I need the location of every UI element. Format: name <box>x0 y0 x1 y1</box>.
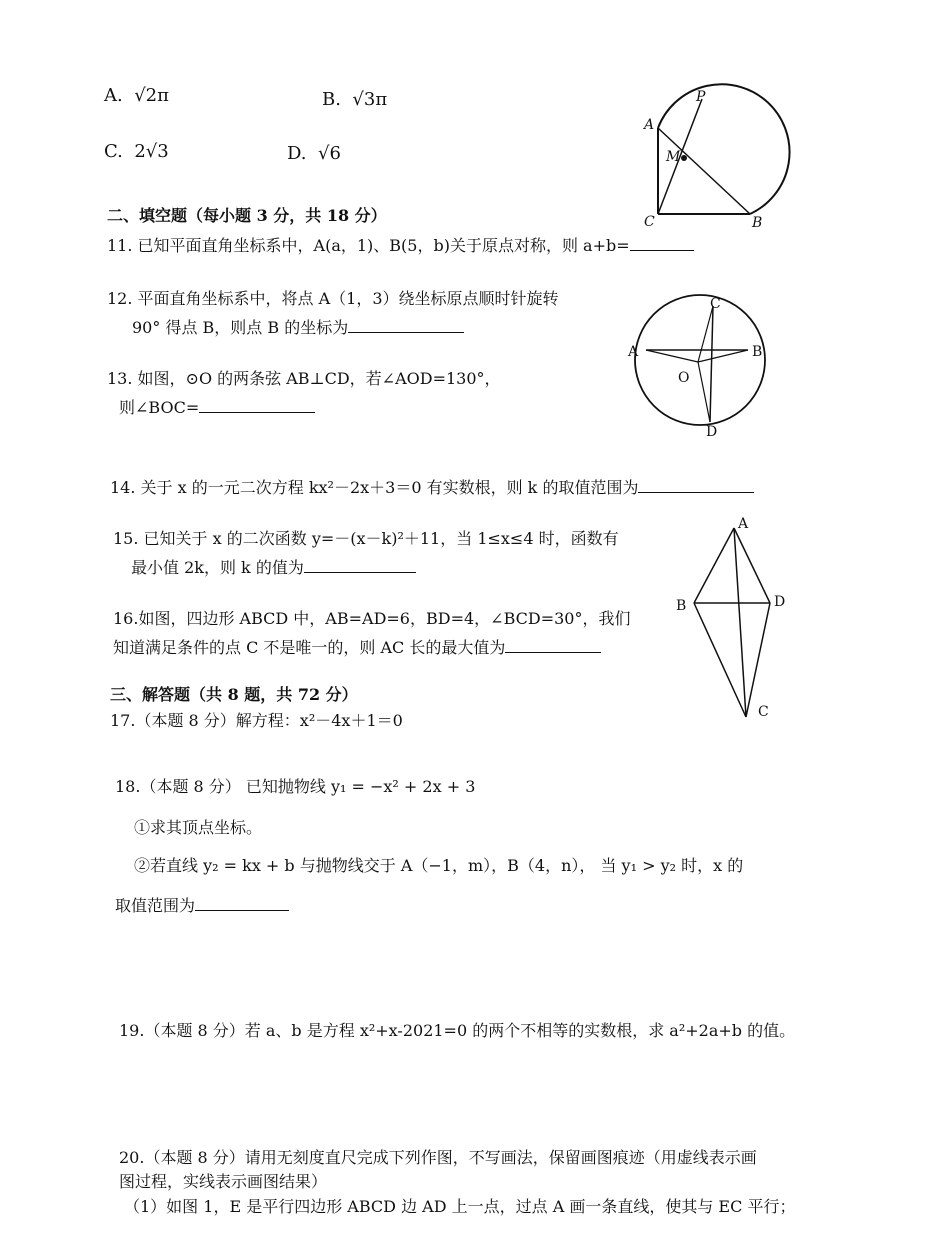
q15-line1: 15. 已知关于 x 的二次函数 y=－(x－k)²＋11，当 1≤x≤4 时，函数有 <box>113 529 619 548</box>
option-b: B. √3π <box>322 89 388 110</box>
q10-figure <box>630 85 780 235</box>
q13-line1: 13. 如图，⊙O 的两条弦 AB⊥CD，若∠AOD=130°， <box>107 369 501 388</box>
label-c: C <box>758 704 769 720</box>
option-c: C. 2√3 <box>104 141 169 162</box>
option-d: D. √6 <box>287 143 341 164</box>
label-b: B <box>676 598 687 614</box>
section2-heading: 二、填空题（每小题 3 分，共 18 分） <box>107 206 387 225</box>
section3-heading: 三、解答题（共 8 题，共 72 分） <box>110 685 358 704</box>
q15-line2: 最小值 2k，则 k 的值为 <box>131 556 416 578</box>
label-m: M <box>666 149 681 165</box>
label-p: P <box>696 89 706 105</box>
q16-line2: 知道满足条件的点 C 不是唯一的，则 AC 长的最大值为 <box>113 636 601 658</box>
label-a: A <box>628 344 639 360</box>
q13-figure <box>620 290 780 440</box>
label-c: C <box>644 214 655 230</box>
option-a: A. √2π <box>104 85 169 106</box>
q20-line3: （1）如图 1，E 是平行四边形 ABCD 边 AD 上一点，过点 A 画一条直线，使其与 EC 平行； <box>124 1197 796 1216</box>
label-b: B <box>752 344 763 360</box>
q12-line1: 12. 平面直角坐标系中，将点 A（1，3）绕坐标原点顺时针旋转 <box>107 289 559 308</box>
q18-part1: ①求其顶点坐标。 <box>134 818 263 837</box>
label-d: D <box>774 594 786 610</box>
label-o: O <box>678 370 690 386</box>
q18-part2: ②若直线 y₂ = kx + b 与抛物线交于 A（−1，m），B（4，n）， 当 y₁ > y₂ 时，x 的 <box>134 856 744 875</box>
label-a: A <box>738 516 749 532</box>
q17: 17.（本题 8 分）解方程：x²－4x＋1＝0 <box>110 711 403 730</box>
label-d: D <box>706 424 718 440</box>
q16-line1: 16.如图，四边形 ABCD 中，AB=AD=6，BD=4，∠BCD=30°，我们 <box>113 609 631 628</box>
q18-part2b: 取值范围为 <box>115 894 289 916</box>
label-a: A <box>644 117 655 133</box>
q16-figure <box>670 510 800 725</box>
q20-line1: 20.（本题 8 分）请用无刻度直尺完成下列作图，不写画法，保留画图痕迹（用虚线表示画 <box>119 1148 757 1167</box>
q19: 19.（本题 8 分）若 a、b 是方程 x²+x-2021=0 的两个不相等的实数根，求 a²+2a+b 的值。 <box>119 1021 796 1040</box>
q20-line2: 图过程，实线表示画图结果） <box>119 1172 328 1191</box>
q18-line1: 18.（本题 8 分） 已知抛物线 y₁ = −x² + 2x + 3 <box>115 777 476 796</box>
q12-line2: 90° 得点 B，则点 B 的坐标为 <box>132 316 464 338</box>
label-b: B <box>752 215 763 231</box>
q13-line2: 则∠BOC= <box>119 396 315 418</box>
label-c: C <box>710 296 721 312</box>
q11: 11. 已知平面直角坐标系中，A(a，1)、B(5，b)关于原点对称，则 a+b= <box>107 234 694 256</box>
q14: 14. 关于 x 的一元二次方程 kx²－2x＋3＝0 有实数根，则 k 的取值范围为 <box>110 476 754 498</box>
